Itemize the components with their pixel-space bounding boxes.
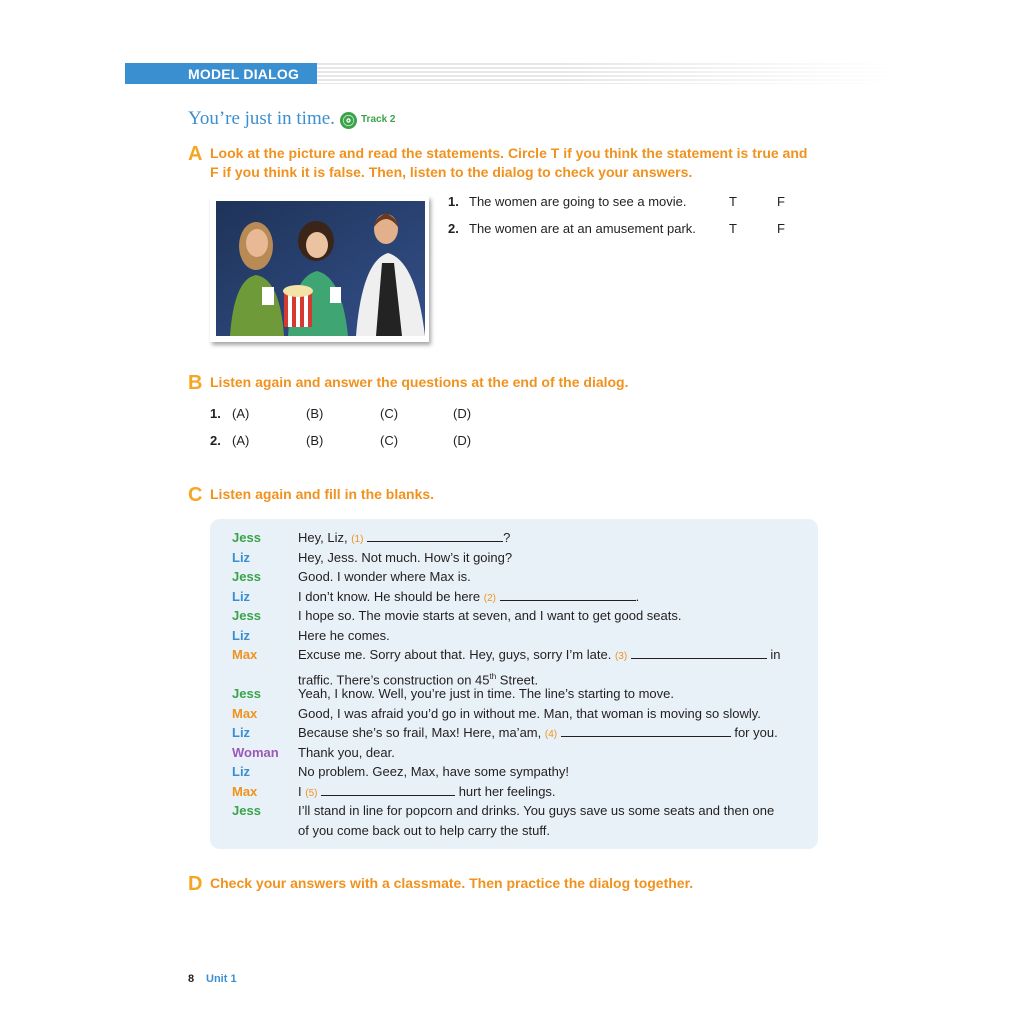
statement-1-text: The women are going to see a movie. bbox=[469, 194, 687, 209]
section-d-letter: D bbox=[188, 873, 203, 895]
question-1-option-a[interactable]: (A) bbox=[232, 406, 250, 421]
fill-blank-2[interactable] bbox=[500, 589, 636, 601]
question-1-option-c[interactable]: (C) bbox=[380, 406, 399, 421]
header-stripes bbox=[317, 63, 897, 84]
speaker-liz: Liz bbox=[232, 764, 251, 779]
section-d-instruction: Check your answers with a classmate. Then practice the dialog together. bbox=[210, 875, 694, 891]
statement-2-number: 2. bbox=[448, 221, 459, 236]
question-1-option-d[interactable]: (D) bbox=[453, 406, 472, 421]
dialog-line-9: Good, I was afraid you’d go in without me. Man, that woman is moving so slowly. bbox=[298, 705, 761, 721]
speaker-woman: Woman bbox=[232, 744, 279, 760]
dialog-line-13: I (5) hurt her feelings. bbox=[298, 783, 556, 799]
fill-blank-5[interactable] bbox=[321, 784, 455, 796]
dialog-line-4: I don’t know. He should be here (2) . bbox=[298, 588, 640, 604]
statement-1-true-option[interactable]: T bbox=[729, 194, 737, 209]
speaker-liz: Liz bbox=[232, 725, 251, 740]
question-2-option-d[interactable]: (D) bbox=[453, 433, 472, 448]
dialog-line-2: Hey, Jess. Not much. How’s it going? bbox=[298, 549, 513, 565]
speaker-jess: Jess bbox=[232, 530, 261, 545]
question-2-number: 2. bbox=[210, 433, 221, 448]
dialog-line-14: I’ll stand in line for popcorn and drinks. You guys save us some seats and then one of you come back out to help carry the stuff. bbox=[298, 803, 775, 838]
dialog-line-5: I hope so. The movie starts at seven, and I want to get good seats. bbox=[298, 608, 682, 623]
dialog-line-8: Yeah, I know. Well, you’re just in time. The line’s starting to move. bbox=[298, 686, 674, 701]
statement-2-true-option[interactable]: T bbox=[729, 221, 737, 236]
statement-2-false-option[interactable]: F bbox=[777, 221, 785, 236]
speaker-liz: Liz bbox=[232, 627, 251, 643]
dialog-line-12: No problem. Geez, Max, have some sympathy! bbox=[298, 764, 569, 779]
speaker-jess: Jess bbox=[232, 569, 261, 584]
section-b-instruction: Listen again and answer the questions at the end of the dialog. bbox=[210, 374, 629, 390]
speaker-max: Max bbox=[232, 783, 258, 799]
dialog-line-10: Because she’s so frail, Max! Here, ma’am, (4) for you. bbox=[298, 725, 778, 740]
speaker-liz: Liz bbox=[232, 588, 251, 604]
track-label[interactable]: Track 2 bbox=[361, 114, 396, 125]
statement-1-false-option[interactable]: F bbox=[777, 194, 785, 209]
dialog-line-6: Here he comes. bbox=[298, 627, 390, 643]
statement-2-text: The women are at an amusement park. bbox=[469, 221, 696, 236]
speaker-jess: Jess bbox=[232, 686, 261, 701]
movie-theater-photo bbox=[216, 201, 425, 336]
fill-blank-4[interactable] bbox=[561, 725, 731, 737]
speaker-jess: Jess bbox=[232, 608, 261, 623]
speaker-max: Max bbox=[232, 647, 258, 662]
fill-blank-1[interactable] bbox=[367, 530, 503, 542]
section-a-instruction-line2: F if you think it is false. Then, listen to the dialog to check your answers. bbox=[210, 164, 693, 180]
question-2-option-c[interactable]: (C) bbox=[380, 433, 399, 448]
dialog-line-3: Good. I wonder where Max is. bbox=[298, 569, 471, 584]
question-2-option-a[interactable]: (A) bbox=[232, 433, 250, 448]
dialog-line-1: Hey, Liz, (1) ? bbox=[298, 530, 511, 545]
cd-disc-icon[interactable] bbox=[340, 112, 357, 129]
section-b-letter: B bbox=[188, 372, 203, 394]
speaker-jess: Jess bbox=[232, 803, 261, 818]
unit-label: Unit 1 bbox=[206, 973, 237, 985]
section-c-letter: C bbox=[188, 484, 203, 506]
section-c-instruction: Listen again and fill in the blanks. bbox=[210, 486, 435, 502]
question-1-number: 1. bbox=[210, 406, 221, 421]
fill-blank-3[interactable] bbox=[631, 647, 767, 659]
dialog-line-7: Excuse me. Sorry about that. Hey, guys, sorry I’m late. (3) in traffic. There’s construction on 45th Street. bbox=[298, 647, 781, 687]
dialog-line-11: Thank you, dear. bbox=[298, 744, 395, 760]
page-title: You’re just in time. bbox=[188, 108, 335, 129]
section-a-letter: A bbox=[188, 143, 203, 165]
question-2-option-b[interactable]: (B) bbox=[306, 433, 324, 448]
section-a-instruction-line1: Look at the picture and read the statements. Circle T if you think the statement is true and bbox=[210, 145, 808, 161]
statement-1-number: 1. bbox=[448, 194, 459, 209]
page-number: 8 bbox=[188, 973, 195, 985]
speaker-liz: Liz bbox=[232, 549, 251, 565]
question-1-option-b[interactable]: (B) bbox=[306, 406, 324, 421]
speaker-max: Max bbox=[232, 705, 258, 721]
section-header-label: MODEL DIALOG bbox=[188, 66, 300, 82]
